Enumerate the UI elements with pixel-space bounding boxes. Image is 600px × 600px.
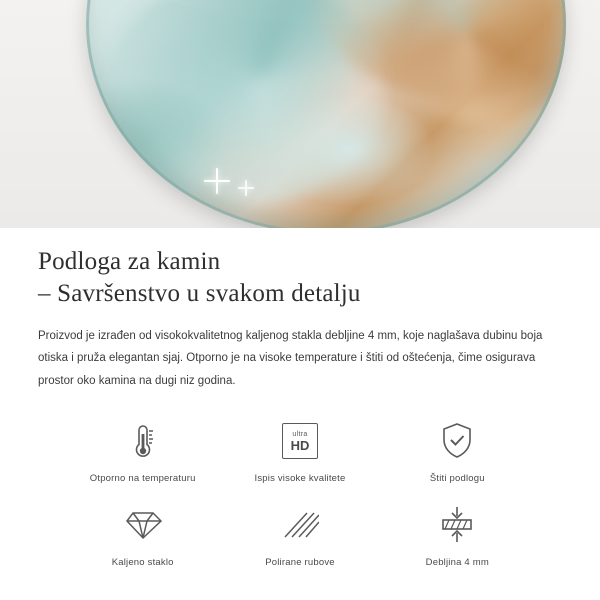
feature-label: Kaljeno staklo xyxy=(111,557,174,569)
shield-check-icon xyxy=(440,418,474,464)
page-title xyxy=(38,246,562,309)
feature-label: Otporno na temperaturu xyxy=(89,473,196,485)
hero-image xyxy=(0,0,600,228)
feature-grid xyxy=(38,418,562,568)
feature-item-tempered-glass xyxy=(64,502,221,568)
feature-item-thickness xyxy=(379,502,536,568)
diamond-icon xyxy=(124,502,162,548)
feature-label: Ispis visoke kvalitete xyxy=(254,473,346,485)
ultra-hd-icon: ultra HD xyxy=(282,418,318,464)
thickness-icon xyxy=(439,502,475,548)
content-block xyxy=(0,228,600,568)
feature-label: Debljina 4 mm xyxy=(425,557,489,569)
headline-line-2: – Savršenstvo u svakom detalju xyxy=(38,279,361,307)
thermometer-icon xyxy=(128,418,158,464)
feature-label: Štiti podlogu xyxy=(429,473,485,485)
headline-line-1: Podloga za kamin xyxy=(38,248,221,275)
feature-item-temperature xyxy=(64,418,221,484)
description-text: Proizvod je izrađen od visokokvalitetnog kaljenog stakla debljine 4 mm, koje naglašava dubinu boja otiska i pruža elegantan sjaj. Otporno je na visoke temperature i štiti od oštećenja, čime osigurava prostor oko kamina na dugi niz godina. xyxy=(38,330,543,387)
feature-label: Polirane rubove xyxy=(265,557,335,569)
feature-item-print-quality xyxy=(221,418,378,484)
polished-edges-icon xyxy=(281,502,319,548)
feature-item-polished-edges xyxy=(221,502,378,568)
feature-item-protects-surface xyxy=(379,418,536,484)
glass-board-product-image xyxy=(86,0,566,228)
